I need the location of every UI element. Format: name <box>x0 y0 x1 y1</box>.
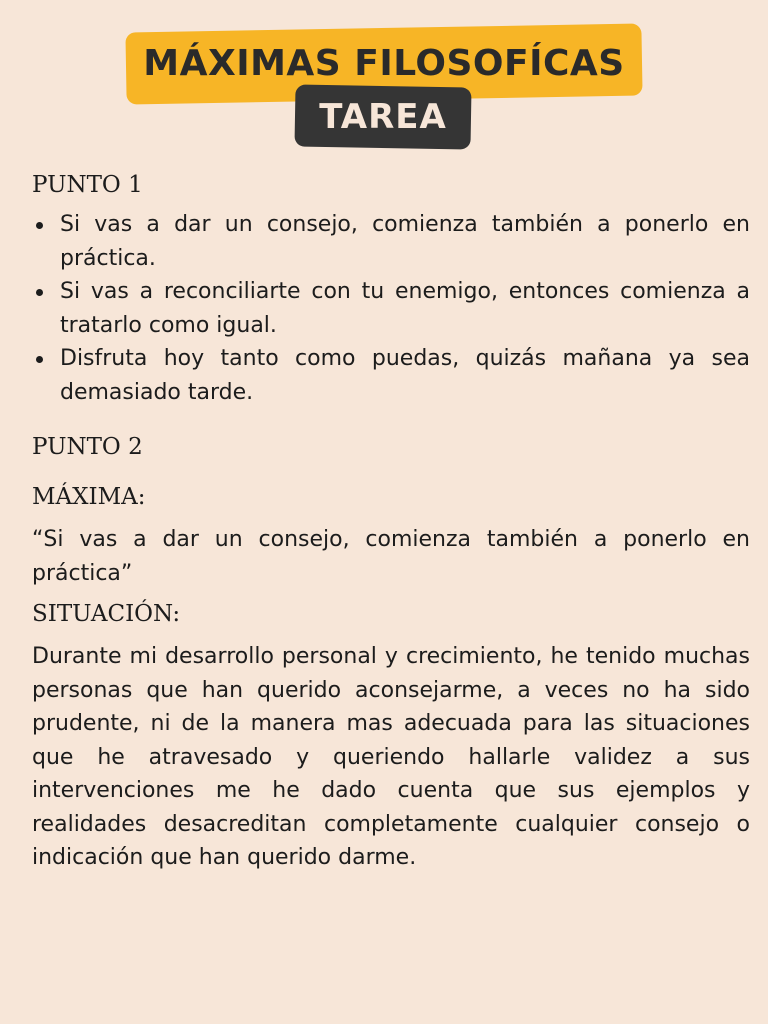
bullet-icon <box>36 222 43 229</box>
situacion-heading: SITUACIÓN: <box>32 601 181 627</box>
maxima-heading: MÁXIMA: <box>32 484 146 510</box>
section-heading-punto-1: PUNTO 1 <box>32 172 143 198</box>
maxims-list <box>32 208 750 409</box>
page-title: MÁXIMAS FILOSOFÍCAS <box>143 43 625 84</box>
list-item <box>32 208 750 275</box>
situacion-text: Durante mi desarrollo personal y crecimiento, he tenido muchas personas que han querido aconsejarme, a veces no ha sido prudente, ni de la manera mas adecuada para las situaciones que he atravesado y queriendo hallarle validez a sus intervenciones me he dado cuenta que sus ejemplos y realidades desacreditan completamente cualquier consejo o indicación que han querido darme. <box>32 644 750 870</box>
maxima-quote: “Si vas a dar un consejo, comienza también a ponerlo en práctica” <box>32 527 750 586</box>
list-item-text: Disfruta hoy tanto como puedas, quizás mañana ya sea demasiado tarde. <box>60 346 750 405</box>
section-heading-punto-2: PUNTO 2 <box>32 434 143 460</box>
list-item <box>32 342 750 409</box>
list-item <box>32 275 750 342</box>
list-item-text: Si vas a dar un consejo, comienza también a ponerlo en práctica. <box>60 212 750 271</box>
list-item-text: Si vas a reconciliarte con tu enemigo, entonces comienza a tratarlo como igual. <box>60 279 750 338</box>
bullet-icon <box>36 289 43 296</box>
page-subtitle: TAREA <box>319 97 447 137</box>
bullet-icon <box>36 356 43 363</box>
